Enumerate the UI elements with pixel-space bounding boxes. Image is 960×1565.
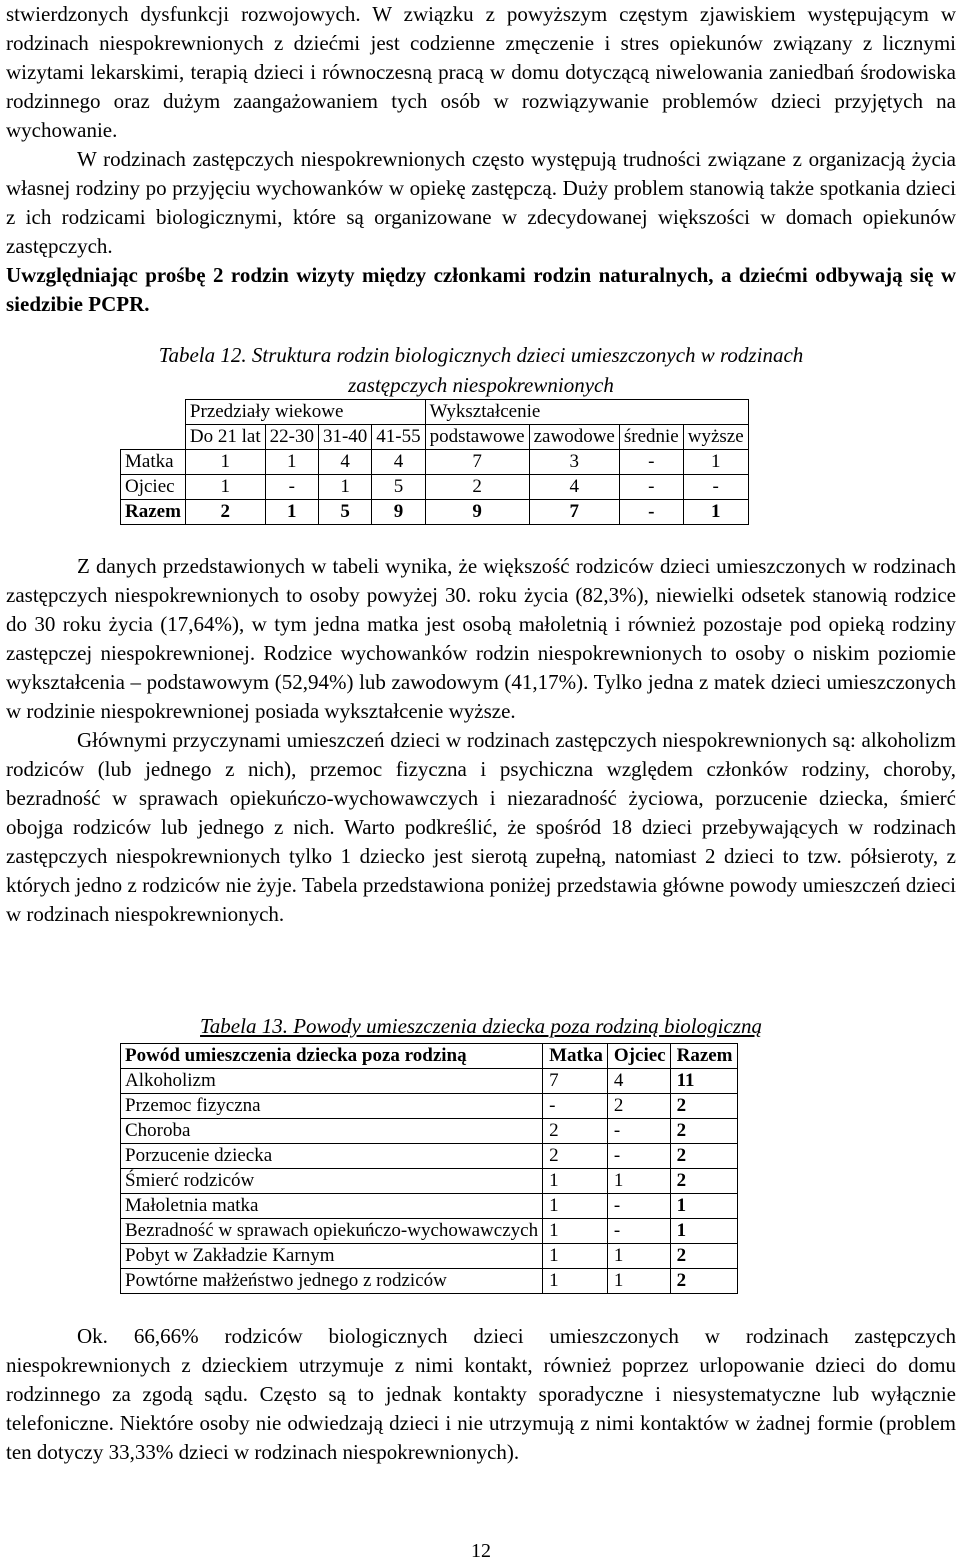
table12-cell: - [619, 500, 683, 525]
table13-cell: 1 [543, 1219, 608, 1244]
table13-reason: Porzucenie dziecka [121, 1144, 543, 1169]
table13-row [121, 1094, 738, 1119]
table13-reason: Pobyt w Zakładzie Karnym [121, 1244, 543, 1269]
table13-cell: 7 [543, 1069, 608, 1094]
table13-cell: 2 [670, 1244, 737, 1269]
table13-cell: 2 [670, 1094, 737, 1119]
table12 [120, 399, 749, 525]
table13-reason: Alkoholizm [121, 1069, 543, 1094]
table13-cell: 1 [607, 1269, 670, 1294]
table12-cell: 4 [529, 475, 619, 500]
table13-row [121, 1219, 738, 1244]
table13-column-header: Ojciec [607, 1044, 670, 1069]
table12-group-age: Przedziały wiekowe [185, 400, 425, 425]
table12-cell: 9 [372, 500, 425, 525]
table13-cell: 2 [670, 1119, 737, 1144]
table13-reason: Przemoc fizyczna [121, 1094, 543, 1119]
table12-cell: - [683, 475, 748, 500]
table12-cell: 5 [318, 500, 371, 525]
table13-reason: Choroba [121, 1119, 543, 1144]
table13-column-header: Razem [670, 1044, 737, 1069]
table12-corner [121, 400, 186, 425]
bold-sentence: Uwzględniając prośbę 2 rodzin wizyty między członkami rodzin naturalnych, a dziećmi odbywają się w siedzibie PCPR. [6, 263, 956, 316]
bottom-text-block [6, 1322, 956, 1467]
table13-cell: 2 [670, 1169, 737, 1194]
page-number: 12 [471, 1540, 491, 1562]
table13-header-row [121, 1044, 738, 1069]
table12-title-line2: zastępczych niespokrewnionych [348, 373, 614, 397]
table13-cell: 2 [670, 1144, 737, 1169]
table13-reason: Bezradność w sprawach opiekuńczo-wychowawczych [121, 1219, 543, 1244]
table13-cell: 11 [670, 1069, 737, 1094]
table13-row [121, 1119, 738, 1144]
table13-reason: Powtórne małżeństwo jednego z rodziców [121, 1269, 543, 1294]
table12-row [121, 500, 749, 525]
table13-cell: 2 [670, 1269, 737, 1294]
table13-column-header: Powód umieszczenia dziecka poza rodziną [121, 1044, 543, 1069]
table12-cell: - [265, 475, 318, 500]
table12-cell: 7 [425, 450, 529, 475]
table13-cell: - [543, 1094, 608, 1119]
table13-cell: 2 [543, 1144, 608, 1169]
table12-cell: 1 [185, 475, 265, 500]
table12-cell: 1 [265, 450, 318, 475]
table13-row [121, 1194, 738, 1219]
table13-row [121, 1144, 738, 1169]
table13-cell: 1 [543, 1194, 608, 1219]
table13-cell: 1 [607, 1244, 670, 1269]
table13-reason: Małoletnia matka [121, 1194, 543, 1219]
table13-cell: - [607, 1219, 670, 1244]
top-text-block [6, 0, 956, 319]
table13-reason: Śmierć rodziców [121, 1169, 543, 1194]
paragraph: Ok. 66,66% rodziców biologicznych dzieci umieszczonych w rodzinach zastępczych niespokrewnionych z dzieckiem utrzymuje z nimi kontakt, również poprzez urlopowanie dzieci do domu rodzinnego za zgodą sądu. Często są to jednak kontakty sporadyczne i niesystematyczne lub wyłącznie telefoniczne. Niektóre osoby nie odwiedzają dzieci i nie utrzymują z nimi kontaktów w żadnej formie (problem ten dotyczy 33,33% dzieci w rodzinach niespokrewnionych). [6, 1324, 956, 1464]
table13-cell: 1 [543, 1244, 608, 1269]
table13-column-header: Matka [543, 1044, 608, 1069]
table12-cell: 1 [683, 500, 748, 525]
table13-cell: 2 [543, 1119, 608, 1144]
table12-row-label: Ojciec [121, 475, 186, 500]
table13-cell: 1 [670, 1219, 737, 1244]
table12-column-header: 22-30 [265, 425, 318, 450]
table13 [120, 1043, 738, 1294]
table12-cell: - [619, 450, 683, 475]
table13-row [121, 1069, 738, 1094]
table12-cell: 3 [529, 450, 619, 475]
table13-cell: - [607, 1194, 670, 1219]
paragraph: Z danych przedstawionych w tabeli wynika, że większość rodziców dzieci umieszczonych w rodzinach zastępczych niespokrewnionych to osoby powyżej 30. roku życia (82,3%), niewielki odsetek stanowią rodzice do 30 roku życia (17,64%), w tym jedna matka jest osobą małoletnią i również pozostaje pod opieką rodziny zastępczej niespokrewnionej. Rodzice wychowanków rodzin niespokrewnionych to osoby o niskim poziomie wykształcenia – podstawowym (52,94%) lub zawodowym (41,17%). Tylko jedna z matek dzieci umieszczonych w rodzinie niespokrewnionej posiada wykształcenie wyższe. [6, 554, 956, 723]
table12-title [6, 340, 956, 400]
table12-column-header: średnie [619, 425, 683, 450]
table12-row [121, 450, 749, 475]
table13-cell: 1 [670, 1194, 737, 1219]
table12-cell: 2 [185, 500, 265, 525]
table13-cell: - [607, 1144, 670, 1169]
table12-column-header: wyższe [683, 425, 748, 450]
table12-cell: 2 [425, 475, 529, 500]
paragraph: stwierdzonych dysfunkcji rozwojowych. W związku z powyższym częstym zjawiskiem występującym w rodzinach niespokrewnionych z dziećmi jest codzienne zmęczenie i stres opiekunów związany z licznymi wizytami lekarskimi, terapią dzieci i równoczesną pracą w domu dotyczącą niwelowania zaniedbań środowiska rodzinnego oraz dużym zaangażowaniem tych osób w rozwiązywanie problemów dzieci przyjętych na wychowanie. [6, 2, 956, 142]
paragraph: Głównymi przyczynami umieszczeń dzieci w rodzinach zastępczych niespokrewnionych są: alkoholizm rodziców (lub jednego z nich), przemoc fizyczna i psychiczna względem członków rodziny, choroby, bezradność w sprawach opiekuńczo-wychowawczych i niezaradność życiowa, porzucenie dziecka, śmierć obojga rodziców lub jednego z nich. Warto podkreślić, że spośród 18 dzieci przebywających w rodzinach zastępczych niespokrewnionych tylko 1 dziecko jest sierotą zupełną, natomiast 2 dzieci to tzw. półsieroty, z których jedno z rodziców nie żyje. Tabela przedstawiona poniżej przedstawia główne powody umieszczeń dzieci w rodzinach niespokrewnionych. [6, 728, 956, 926]
table12-cell: 1 [318, 475, 371, 500]
table12-row-label: Matka [121, 450, 186, 475]
table13-cell: 1 [543, 1269, 608, 1294]
table12-group-edu: Wykształcenie [425, 400, 748, 425]
table12-cell: 4 [372, 450, 425, 475]
table12-cell: 1 [265, 500, 318, 525]
table13-row [121, 1169, 738, 1194]
table13-title-text: Tabela 13. Powody umieszczenia dziecka poza rodziną biologiczną [200, 1014, 762, 1038]
table13-cell: 1 [607, 1169, 670, 1194]
table12-title-line1: Tabela 12. Struktura rodzin biologicznych dzieci umieszczonych w rodzinach [158, 343, 804, 367]
table12-cell: 9 [425, 500, 529, 525]
table13-cell: 1 [543, 1169, 608, 1194]
table12-column-header: Do 21 lat [185, 425, 265, 450]
table13-title [6, 1011, 956, 1041]
table12-cell: - [619, 475, 683, 500]
paragraph: W rodzinach zastępczych niespokrewnionych często występują trudności związane z organizacją życia własnej rodziny po przyjęciu wychowanków w opiekę zastępczą. Duży problem stanowią także spotkania dzieci z ich rodzicami biologicznymi, które są organizowane w zdecydowanej większości w domach opiekunów zastępczych. [6, 147, 956, 258]
table13-row [121, 1269, 738, 1294]
table12-cell: 1 [185, 450, 265, 475]
middle-text-block [6, 552, 956, 929]
table12-column-header: 31-40 [318, 425, 371, 450]
table12-column-header: zawodowe [529, 425, 619, 450]
table13-cell: 2 [607, 1094, 670, 1119]
table12-column-header: podstawowe [425, 425, 529, 450]
table12-cell: 4 [318, 450, 371, 475]
table13-cell: - [607, 1119, 670, 1144]
table12-column-header: 41-55 [372, 425, 425, 450]
table12-cell: 5 [372, 475, 425, 500]
table13-cell: 4 [607, 1069, 670, 1094]
table12-row-label: Razem [121, 500, 186, 525]
table12-corner [121, 425, 186, 450]
table12-cell: 1 [683, 450, 748, 475]
table12-cell: 7 [529, 500, 619, 525]
table12-row [121, 475, 749, 500]
table13-row [121, 1244, 738, 1269]
